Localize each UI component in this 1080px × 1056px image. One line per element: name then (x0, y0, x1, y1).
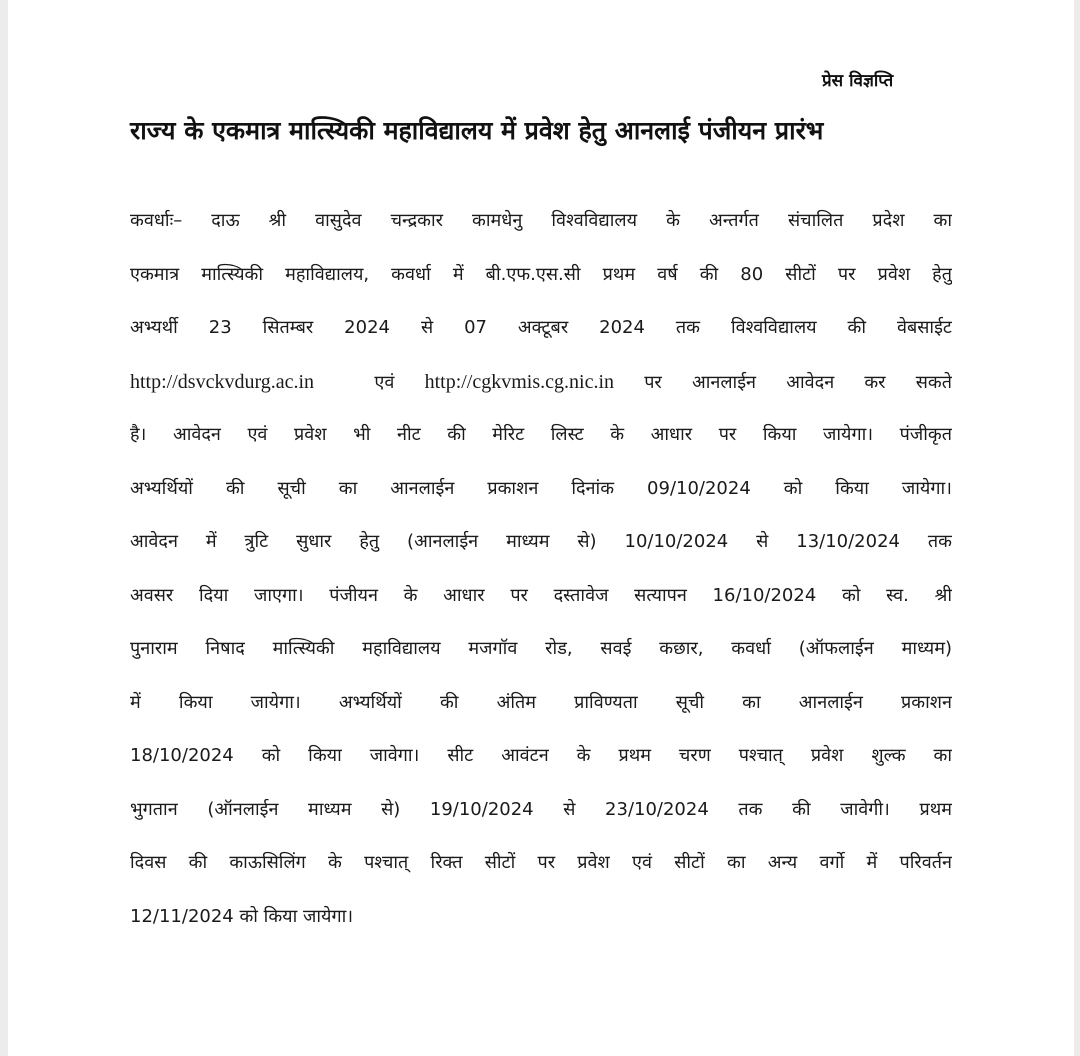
headline: राज्य के एकमात्र मात्स्यिकी महाविद्यालय में प्रवेश हेतु आनलाई पंजीयन प्रारंभ (130, 116, 824, 145)
body-line: दिवस की काऊसिलिंग के पश्चात् रिक्त सीटों पर प्रवेश एवं सीटों का अन्य वर्गो में परिवर्तन (130, 852, 952, 873)
body-line: आवेदन में त्रुटि सुधार हेतु (आनलाईन माध्यम से) 10/10/2024 से 13/10/2024 तक (130, 531, 952, 552)
website-url-2[interactable]: http://cgkvmis.cg.nic.in (424, 370, 615, 393)
body-line: है। आवेदन एवं प्रवेश भी नीट की मेरिट लिस्ट के आधार पर किया जायेगा। पंजीकृत (130, 424, 952, 445)
press-release-label: प्रेस विज्ञप्ति (822, 71, 894, 91)
body-line: अभ्यर्थियों की सूची का आनलाईन प्रकाशन दिनांक 09/10/2024 को किया जायेगा। (130, 477, 952, 499)
body-text (130, 202, 952, 951)
body-line-urls (130, 363, 952, 401)
body-line: पुनाराम निषाद मात्स्यिकी महाविद्यालय मजगॉव रोड, सवई कछार, कवर्धा (ऑफलाईन माध्यम) (130, 638, 952, 659)
body-line: 18/10/2024 को किया जावेगा। सीट आवंटन के प्रथम चरण पश्चात् प्रवेश शुल्क का (130, 745, 952, 766)
body-line: में किया जायेगा। अभ्यर्थियों की अंतिम प्राविण्यता सूची का आनलाईन प्रकाशन (130, 691, 952, 713)
body-line: भुगतान (ऑनलाईन माध्यम से) 19/10/2024 से 23/10/2024 तक की जावेगी। प्रथम (130, 798, 952, 820)
body-line: कवर्धाः– दाऊ श्री वासुदेव चन्द्रकार कामधेनु विश्वविद्यालय के अन्तर्गत संचालित प्रदेश का (130, 210, 952, 231)
body-line: 12/11/2024 को किया जायेगा। (130, 905, 354, 927)
body-fragment: एवं (374, 371, 395, 393)
body-line: अवसर दिया जाएगा। पंजीयन के आधार पर दस्तावेज सत्यापन 16/10/2024 को स्व. श्री (130, 584, 952, 606)
website-url-1[interactable]: http://dsvckvdurg.ac.in (130, 370, 315, 393)
body-line: एकमात्र मात्स्यिकी महाविद्यालय, कवर्धा में बी.एफ.एस.सी प्रथम वर्ष की 80 सीटों पर प्रवेश हेतु (130, 263, 952, 285)
body-line: अभ्यर्थी 23 सितम्बर 2024 से 07 अक्टूबर 2024 तक विश्वविद्यालय की वेबसाईट (130, 317, 952, 338)
press-release-page (8, 0, 1074, 1056)
body-fragment: पर आनलाईन आवेदन कर सकते (644, 371, 952, 393)
